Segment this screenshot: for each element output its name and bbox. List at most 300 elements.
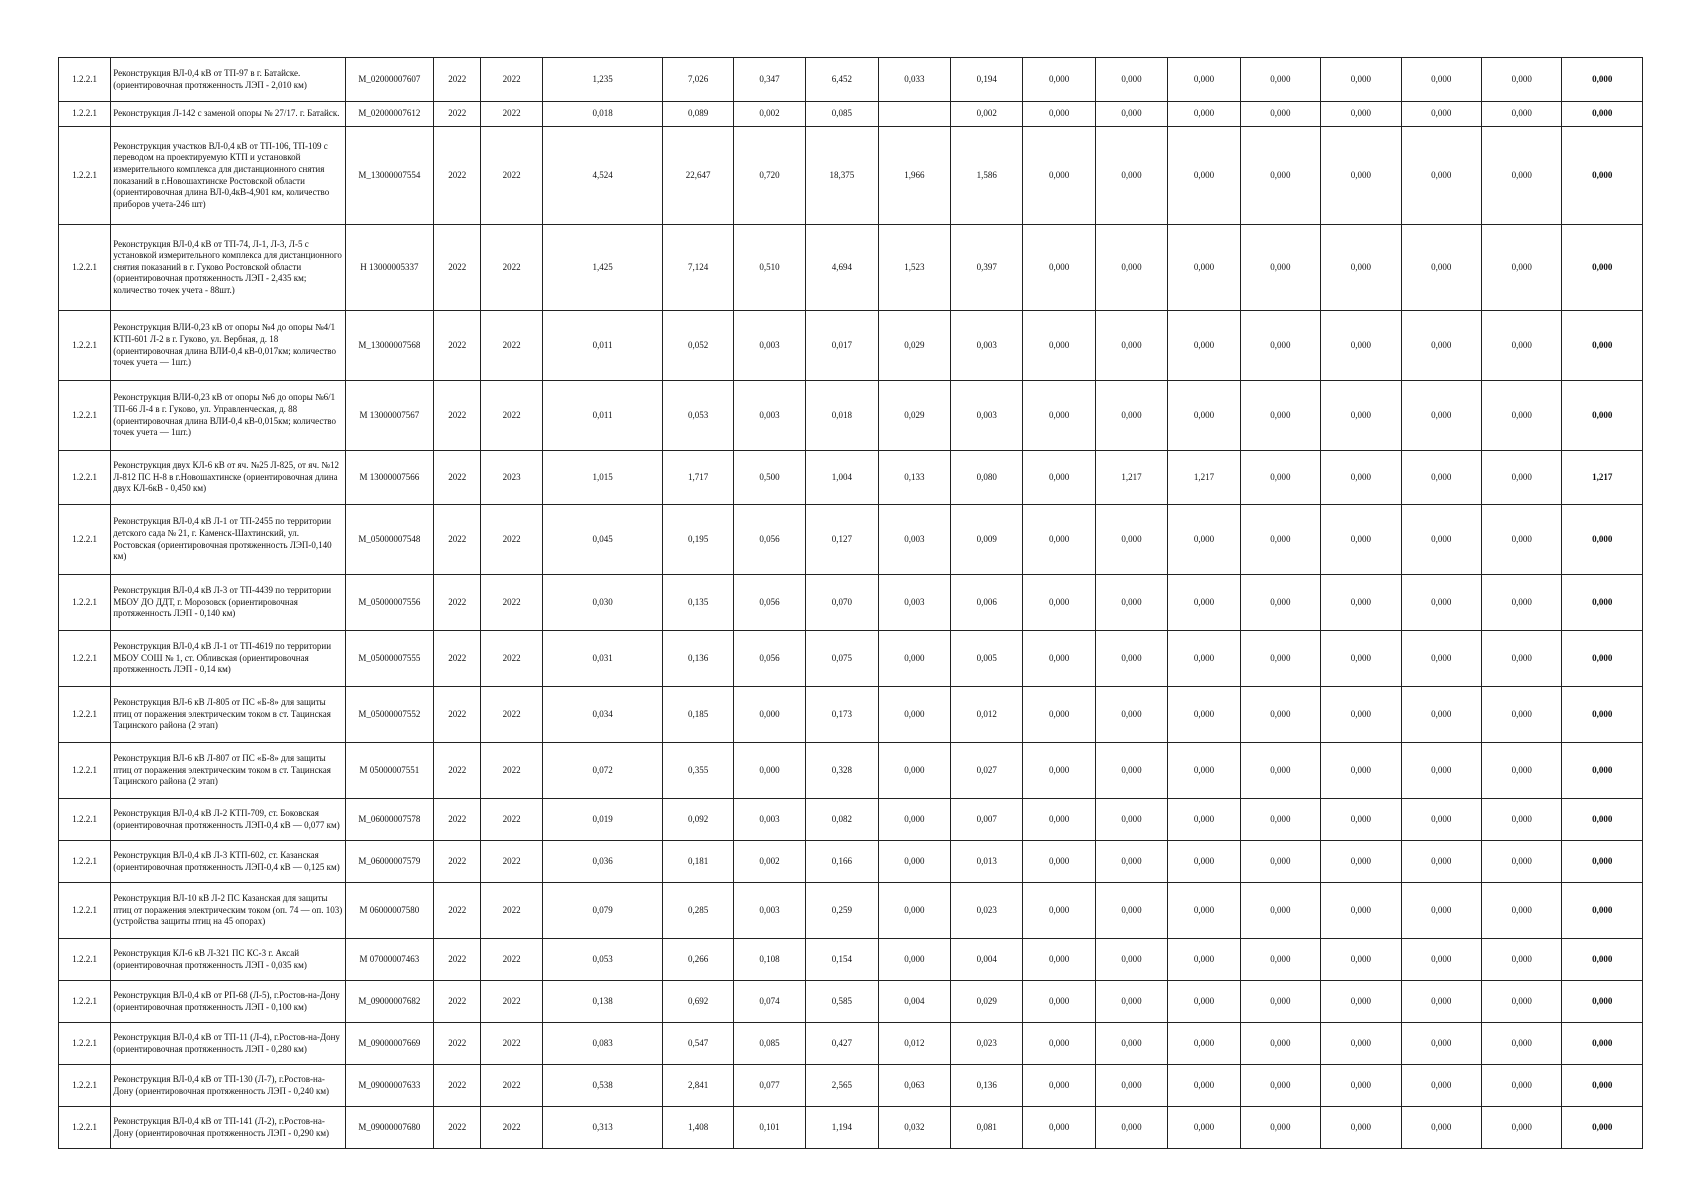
value-cell: 0,036 (542, 841, 663, 883)
end-year-cell: 2022 (481, 102, 542, 127)
start-year-cell: 2022 (434, 58, 481, 102)
value-cell: 0,000 (1401, 102, 1481, 127)
value-cell: 0,000 (1321, 1023, 1401, 1065)
total-value-cell: 0,000 (1562, 631, 1643, 687)
value-cell: 0,000 (1240, 799, 1320, 841)
value-cell: 0,347 (733, 58, 805, 102)
value-cell: 0,052 (663, 311, 733, 381)
value-cell: 0,018 (806, 381, 878, 451)
project-code-cell: M 13000007567 (345, 381, 434, 451)
value-cell: 0,000 (1095, 58, 1167, 102)
value-cell: 0,000 (1023, 841, 1095, 883)
item-number-cell: 1.2.2.1 (59, 381, 111, 451)
value-cell: 0,173 (806, 687, 878, 743)
value-cell: 0,000 (1168, 1107, 1240, 1149)
value-cell: 7,026 (663, 58, 733, 102)
value-cell: 0,000 (878, 841, 950, 883)
value-cell: 0,166 (806, 841, 878, 883)
value-cell: 0,000 (1240, 58, 1320, 102)
value-cell: 0,000 (1023, 1107, 1095, 1149)
value-cell: 0,000 (1168, 981, 1240, 1023)
value-cell: 0,012 (951, 687, 1023, 743)
end-year-cell: 2022 (481, 381, 542, 451)
total-value-cell: 0,000 (1562, 1107, 1643, 1149)
value-cell: 0,000 (1168, 381, 1240, 451)
end-year-cell: 2022 (481, 1065, 542, 1107)
item-number-cell: 1.2.2.1 (59, 102, 111, 127)
value-cell: 0,000 (1023, 451, 1095, 505)
value-cell: 0,720 (733, 127, 805, 225)
value-cell: 0,000 (1401, 505, 1481, 575)
value-cell: 4,524 (542, 127, 663, 225)
value-cell: 0,000 (1482, 451, 1562, 505)
total-value-cell: 0,000 (1562, 883, 1643, 939)
value-cell: 0,000 (878, 631, 950, 687)
value-cell: 0,135 (663, 575, 733, 631)
table-row (59, 883, 1643, 939)
table-row (59, 58, 1643, 102)
value-cell: 0,000 (1401, 575, 1481, 631)
start-year-cell: 2022 (434, 687, 481, 743)
start-year-cell: 2022 (434, 1065, 481, 1107)
value-cell: 0,000 (1023, 225, 1095, 311)
project-code-cell: M_09000007633 (345, 1065, 434, 1107)
value-cell: 0,089 (663, 102, 733, 127)
end-year-cell: 2022 (481, 1107, 542, 1149)
value-cell: 0,000 (1095, 799, 1167, 841)
value-cell: 0,029 (878, 311, 950, 381)
table-row (59, 127, 1643, 225)
table-row (59, 631, 1643, 687)
value-cell: 0,079 (542, 883, 663, 939)
value-cell: 0,003 (878, 505, 950, 575)
value-cell: 0,000 (1482, 981, 1562, 1023)
value-cell: 0,031 (542, 631, 663, 687)
value-cell: 0,012 (878, 1023, 950, 1065)
value-cell: 0,000 (1321, 799, 1401, 841)
value-cell: 0,000 (1482, 1107, 1562, 1149)
value-cell: 0,000 (1240, 1023, 1320, 1065)
total-value-cell: 0,000 (1562, 981, 1643, 1023)
value-cell: 0,000 (1321, 1107, 1401, 1149)
value-cell: 0,000 (1023, 939, 1095, 981)
value-cell: 6,452 (806, 58, 878, 102)
value-cell: 0,003 (951, 381, 1023, 451)
table-row (59, 939, 1643, 981)
item-number-cell: 1.2.2.1 (59, 883, 111, 939)
value-cell: 0,013 (951, 841, 1023, 883)
project-code-cell: M_02000007612 (345, 102, 434, 127)
total-value-cell: 0,000 (1562, 311, 1643, 381)
table-row (59, 841, 1643, 883)
value-cell: 0,000 (1240, 841, 1320, 883)
item-number-cell: 1.2.2.1 (59, 631, 111, 687)
value-cell: 0,000 (1321, 451, 1401, 505)
table-row (59, 1065, 1643, 1107)
value-cell: 0,056 (733, 631, 805, 687)
end-year-cell: 2022 (481, 687, 542, 743)
value-cell: 0,000 (1095, 575, 1167, 631)
total-value-cell: 0,000 (1562, 687, 1643, 743)
value-cell: 0,000 (1168, 687, 1240, 743)
value-cell: 0,053 (663, 381, 733, 451)
value-cell: 0,000 (1401, 743, 1481, 799)
value-cell: 0,000 (1240, 127, 1320, 225)
value-cell: 0,003 (951, 311, 1023, 381)
value-cell: 0,000 (1401, 311, 1481, 381)
start-year-cell: 2022 (434, 1107, 481, 1149)
end-year-cell: 2022 (481, 505, 542, 575)
project-description-cell: Реконструкция ВЛ-6 кВ Л-805 от ПС «Б-8» для защиты птиц от поражения электрическим током в ст. Тацинская Тацинского района (2 этап) (111, 687, 345, 743)
end-year-cell: 2022 (481, 311, 542, 381)
value-cell: 0,002 (951, 102, 1023, 127)
value-cell: 0,127 (806, 505, 878, 575)
value-cell: 0,000 (1168, 311, 1240, 381)
value-cell: 0,003 (878, 575, 950, 631)
start-year-cell: 2022 (434, 575, 481, 631)
total-value-cell: 0,000 (1562, 127, 1643, 225)
value-cell: 0,005 (951, 631, 1023, 687)
value-cell: 0,000 (1321, 575, 1401, 631)
value-cell: 2,565 (806, 1065, 878, 1107)
value-cell: 1,194 (806, 1107, 878, 1149)
value-cell: 0,000 (1321, 687, 1401, 743)
value-cell: 0,000 (1168, 505, 1240, 575)
start-year-cell: 2022 (434, 939, 481, 981)
value-cell: 0,000 (1168, 883, 1240, 939)
value-cell: 0,185 (663, 687, 733, 743)
value-cell: 0,000 (1321, 127, 1401, 225)
value-cell: 0,000 (1482, 225, 1562, 311)
project-description-cell: Реконструкция ВЛ-0,4 кВ Л-3 от ТП-4439 по территории МБОУ ДО ДДТ, г. Морозовск (ориентировочная протяженность ЛЭП - 0,140 км) (111, 575, 345, 631)
value-cell: 0,000 (1240, 981, 1320, 1023)
project-code-cell: M_06000007579 (345, 841, 434, 883)
value-cell: 0,000 (1482, 883, 1562, 939)
value-cell: 1,235 (542, 58, 663, 102)
value-cell: 0,081 (951, 1107, 1023, 1149)
table-row (59, 311, 1643, 381)
project-description-cell: Реконструкция ВЛ-0,4 кВ Л-1 от ТП-2455 по территории детского сада № 21, г. Каменск-Шахтинский, ул. Ростовская (ориентировочная протяженность ЛЭП-0,140 км) (111, 505, 345, 575)
value-cell: 0,194 (951, 58, 1023, 102)
project-code-cell: M_09000007682 (345, 981, 434, 1023)
project-code-cell: M_02000007607 (345, 58, 434, 102)
value-cell: 0,070 (806, 575, 878, 631)
project-code-cell: M 06000007580 (345, 883, 434, 939)
item-number-cell: 1.2.2.1 (59, 58, 111, 102)
value-cell: 4,694 (806, 225, 878, 311)
value-cell: 0,000 (733, 687, 805, 743)
value-cell: 0,328 (806, 743, 878, 799)
value-cell: 0,000 (1168, 799, 1240, 841)
project-code-cell: M_13000007554 (345, 127, 434, 225)
value-cell: 1,408 (663, 1107, 733, 1149)
start-year-cell: 2022 (434, 631, 481, 687)
value-cell: 0,000 (1240, 381, 1320, 451)
project-description-cell: Реконструкция ВЛ-10 кВ Л-2 ПС Казанская для защиты птиц от поражения электрическим током (оп. 74 — оп. 103) (устройства защиты птиц на 45 опорах) (111, 883, 345, 939)
value-cell: 0,000 (1321, 225, 1401, 311)
value-cell: 0,000 (1401, 687, 1481, 743)
end-year-cell: 2022 (481, 883, 542, 939)
table-row (59, 743, 1643, 799)
value-cell: 0,033 (878, 58, 950, 102)
project-description-cell: Реконструкция ВЛ-0,4 кВ от ТП-130 (Л-7), г.Ростов-на-Дону (ориентировочная протяженность ЛЭП - 0,240 км) (111, 1065, 345, 1107)
value-cell: 0,181 (663, 841, 733, 883)
value-cell: 0,313 (542, 1107, 663, 1149)
project-description-cell: Реконструкция КЛ-6 кВ Л-321 ПС КС-3 г. Аксай (ориентировочная протяженность ЛЭП - 0,035 км) (111, 939, 345, 981)
value-cell: 0,045 (542, 505, 663, 575)
value-cell: 0,355 (663, 743, 733, 799)
item-number-cell: 1.2.2.1 (59, 1065, 111, 1107)
value-cell: 0,000 (1401, 58, 1481, 102)
total-value-cell: 0,000 (1562, 102, 1643, 127)
table-row (59, 799, 1643, 841)
start-year-cell: 2022 (434, 981, 481, 1023)
value-cell: 0,136 (951, 1065, 1023, 1107)
value-cell: 0,000 (1023, 743, 1095, 799)
value-cell: 0,000 (1321, 883, 1401, 939)
value-cell: 0,000 (1168, 1065, 1240, 1107)
value-cell: 0,285 (663, 883, 733, 939)
value-cell: 0,000 (1321, 311, 1401, 381)
value-cell: 0,000 (1023, 981, 1095, 1023)
value-cell: 0,397 (951, 225, 1023, 311)
investment-program-table (58, 57, 1643, 1149)
value-cell: 1,717 (663, 451, 733, 505)
value-cell: 0,009 (951, 505, 1023, 575)
value-cell: 0,000 (878, 939, 950, 981)
item-number-cell: 1.2.2.1 (59, 451, 111, 505)
item-number-cell: 1.2.2.1 (59, 799, 111, 841)
value-cell: 0,000 (1482, 381, 1562, 451)
value-cell: 0,000 (1240, 575, 1320, 631)
value-cell: 0,000 (878, 687, 950, 743)
item-number-cell: 1.2.2.1 (59, 841, 111, 883)
value-cell: 0,000 (1023, 505, 1095, 575)
start-year-cell: 2022 (434, 225, 481, 311)
project-code-cell: M_09000007669 (345, 1023, 434, 1065)
value-cell: 0,011 (542, 381, 663, 451)
value-cell: 0,056 (733, 505, 805, 575)
value-cell: 0,585 (806, 981, 878, 1023)
value-cell: 0,259 (806, 883, 878, 939)
table-row (59, 505, 1643, 575)
value-cell: 0,000 (1401, 631, 1481, 687)
total-value-cell: 0,000 (1562, 1065, 1643, 1107)
table-row (59, 687, 1643, 743)
value-cell: 0,003 (733, 381, 805, 451)
value-cell: 0,000 (1095, 102, 1167, 127)
value-cell: 0,000 (878, 743, 950, 799)
value-cell: 0,000 (1401, 1107, 1481, 1149)
value-cell: 0,080 (951, 451, 1023, 505)
end-year-cell: 2022 (481, 799, 542, 841)
project-description-cell: Реконструкция ВЛ-0,4 кВ Л-1 от ТП-4619 по территории МБОУ СОШ № 1, ст. Обливская (ориентировочная протяженность ЛЭП - 0,14 км) (111, 631, 345, 687)
value-cell: 0,266 (663, 939, 733, 981)
value-cell: 0,000 (1095, 981, 1167, 1023)
value-cell: 0,000 (1168, 841, 1240, 883)
item-number-cell: 1.2.2.1 (59, 127, 111, 225)
value-cell: 0,018 (542, 102, 663, 127)
start-year-cell: 2022 (434, 1023, 481, 1065)
value-cell: 1,966 (878, 127, 950, 225)
value-cell: 0,000 (1240, 102, 1320, 127)
value-cell: 0,000 (1095, 225, 1167, 311)
value-cell: 1,217 (1095, 451, 1167, 505)
value-cell: 0,023 (951, 883, 1023, 939)
table-row (59, 451, 1643, 505)
project-description-cell: Реконструкция ВЛ-0,4 кВ Л-2 КТП-709, ст. Боковская (ориентировочная протяженность ЛЭП-0,4 кВ — 0,077 км) (111, 799, 345, 841)
total-value-cell: 0,000 (1562, 225, 1643, 311)
value-cell: 0,000 (1482, 102, 1562, 127)
value-cell: 0,000 (1023, 1065, 1095, 1107)
project-description-cell: Реконструкция двух КЛ-6 кВ от яч. №25 Л-825, от яч. №12 Л-812 ПС Н-8 в г.Новошахтинске (ориентировочная длина двух КЛ-6кВ - 0,450 км) (111, 451, 345, 505)
value-cell: 0,000 (1401, 1065, 1481, 1107)
value-cell: 0,029 (951, 981, 1023, 1023)
value-cell: 0,000 (1321, 58, 1401, 102)
value-cell: 0,000 (1168, 225, 1240, 311)
table-body (59, 58, 1643, 1149)
value-cell: 1,523 (878, 225, 950, 311)
value-cell: 1,004 (806, 451, 878, 505)
end-year-cell: 2022 (481, 841, 542, 883)
project-code-cell: M_05000007552 (345, 687, 434, 743)
value-cell: 0,000 (1095, 381, 1167, 451)
project-code-cell: M 07000007463 (345, 939, 434, 981)
value-cell: 0,000 (1482, 127, 1562, 225)
table-row (59, 225, 1643, 311)
value-cell: 1,217 (1168, 451, 1240, 505)
value-cell: 1,586 (951, 127, 1023, 225)
value-cell: 0,538 (542, 1065, 663, 1107)
item-number-cell: 1.2.2.1 (59, 1023, 111, 1065)
total-value-cell: 0,000 (1562, 743, 1643, 799)
value-cell: 0,003 (733, 883, 805, 939)
value-cell: 0,000 (1401, 883, 1481, 939)
value-cell: 0,000 (1023, 575, 1095, 631)
value-cell: 0,000 (1482, 505, 1562, 575)
value-cell: 0,000 (1240, 883, 1320, 939)
value-cell: 0,000 (1168, 58, 1240, 102)
value-cell: 0,004 (951, 939, 1023, 981)
value-cell: 1,425 (542, 225, 663, 311)
value-cell: 0,000 (1168, 1023, 1240, 1065)
value-cell: 0,000 (1482, 575, 1562, 631)
value-cell: 0,510 (733, 225, 805, 311)
value-cell: 0,000 (1023, 381, 1095, 451)
item-number-cell: 1.2.2.1 (59, 575, 111, 631)
project-description-cell: Реконструкция ВЛИ-0,23 кВ от опоры №6 до опоры №6/1 ТП-66 Л-4 в г. Гуково, ул. Управленческая, д. 88 (ориентировочная длина ВЛИ-0,4 кВ-0,015км; количество точек учета — 1шт.) (111, 381, 345, 451)
value-cell: 0,007 (951, 799, 1023, 841)
table-row (59, 981, 1643, 1023)
value-cell: 0,000 (1401, 451, 1481, 505)
table-row (59, 1107, 1643, 1149)
item-number-cell: 1.2.2.1 (59, 225, 111, 311)
value-cell: 0,029 (878, 381, 950, 451)
value-cell: 0,000 (1321, 743, 1401, 799)
value-cell: 0,000 (1321, 1065, 1401, 1107)
value-cell: 0,000 (1168, 631, 1240, 687)
end-year-cell: 2022 (481, 631, 542, 687)
end-year-cell: 2022 (481, 127, 542, 225)
value-cell: 0,000 (1095, 841, 1167, 883)
item-number-cell: 1.2.2.1 (59, 743, 111, 799)
value-cell: 0,000 (1240, 451, 1320, 505)
value-cell: 0,000 (1023, 102, 1095, 127)
value-cell: 0,003 (733, 311, 805, 381)
value-cell: 0,032 (878, 1107, 950, 1149)
value-cell: 0,027 (951, 743, 1023, 799)
item-number-cell: 1.2.2.1 (59, 687, 111, 743)
value-cell: 0,000 (1321, 102, 1401, 127)
end-year-cell: 2022 (481, 58, 542, 102)
value-cell: 0,056 (733, 575, 805, 631)
value-cell: 0,000 (1168, 939, 1240, 981)
end-year-cell: 2022 (481, 1023, 542, 1065)
value-cell: 0,074 (733, 981, 805, 1023)
value-cell: 0,000 (1482, 311, 1562, 381)
value-cell: 0,004 (878, 981, 950, 1023)
value-cell: 0,195 (663, 505, 733, 575)
project-code-cell: M_06000007578 (345, 799, 434, 841)
value-cell: 0,006 (951, 575, 1023, 631)
data-table-sheet (58, 57, 1643, 1149)
start-year-cell: 2022 (434, 505, 481, 575)
total-value-cell: 0,000 (1562, 381, 1643, 451)
value-cell: 0,000 (1401, 799, 1481, 841)
value-cell: 0,000 (1168, 743, 1240, 799)
value-cell: 0,075 (806, 631, 878, 687)
project-description-cell: Реконструкция Л-142 с заменой опоры № 27/17. г. Батайск. (111, 102, 345, 127)
value-cell: 0,000 (1321, 631, 1401, 687)
value-cell: 0,692 (663, 981, 733, 1023)
value-cell: 18,375 (806, 127, 878, 225)
end-year-cell: 2022 (481, 743, 542, 799)
value-cell: 1,015 (542, 451, 663, 505)
value-cell: 0,000 (1095, 1065, 1167, 1107)
value-cell: 0,017 (806, 311, 878, 381)
value-cell: 0,000 (1240, 311, 1320, 381)
value-cell: 0,085 (806, 102, 878, 127)
value-cell: 0,000 (1482, 687, 1562, 743)
item-number-cell: 1.2.2.1 (59, 505, 111, 575)
project-code-cell: M_09000007680 (345, 1107, 434, 1149)
value-cell: 0,000 (1095, 505, 1167, 575)
value-cell: 0,000 (1095, 311, 1167, 381)
value-cell: 0,000 (1095, 687, 1167, 743)
value-cell: 0,000 (1240, 631, 1320, 687)
value-cell: 0,063 (878, 1065, 950, 1107)
value-cell: 0,000 (1482, 631, 1562, 687)
value-cell: 0,500 (733, 451, 805, 505)
value-cell: 0,000 (1482, 1023, 1562, 1065)
value-cell: 0,000 (1482, 841, 1562, 883)
start-year-cell: 2022 (434, 799, 481, 841)
value-cell: 0,000 (1401, 841, 1481, 883)
value-cell: 0,019 (542, 799, 663, 841)
value-cell: 0,000 (1240, 1065, 1320, 1107)
value-cell: 0,000 (1023, 687, 1095, 743)
value-cell (878, 102, 950, 127)
project-description-cell: Реконструкция ВЛ-6 кВ Л-807 от ПС «Б-8» для защиты птиц от поражения электрическим током в ст. Тацинская Тацинского района (2 этап) (111, 743, 345, 799)
value-cell: 0,092 (663, 799, 733, 841)
value-cell: 22,647 (663, 127, 733, 225)
value-cell: 0,000 (1482, 58, 1562, 102)
project-description-cell: Реконструкция ВЛИ-0,23 кВ от опоры №4 до опоры №4/1 КТП-601 Л-2 в г. Гуково, ул. Вербная, д. 18 (ориентировочная длина ВЛИ-0,4 кВ-0,017км; количество точек учета — 1шт.) (111, 311, 345, 381)
value-cell: 0,108 (733, 939, 805, 981)
value-cell: 0,000 (733, 743, 805, 799)
table-row (59, 575, 1643, 631)
value-cell: 7,124 (663, 225, 733, 311)
